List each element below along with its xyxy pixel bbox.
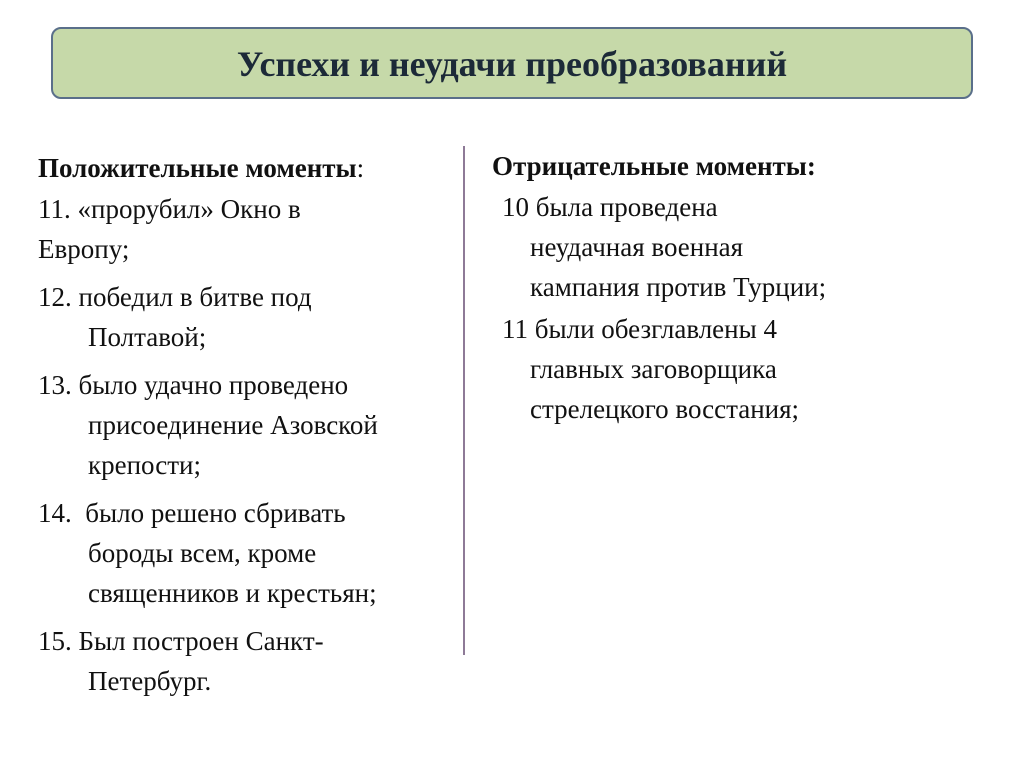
item-line: кампания против Турции;	[530, 272, 827, 302]
positive-list	[38, 189, 462, 701]
item-line: 14. было решено сбривать	[38, 498, 346, 528]
item-line: 11 были обезглавлены 4	[502, 314, 778, 344]
column-divider	[463, 146, 465, 655]
item-line: Петербург.	[88, 666, 212, 696]
positive-heading-colon: :	[356, 153, 365, 183]
item-line: 15. Был построен Санкт-	[38, 626, 324, 656]
list-item	[502, 309, 992, 429]
negative-list	[492, 187, 992, 429]
item-line: неудачная военная	[530, 232, 744, 262]
slide-title: Успехи и неудачи преобразований	[236, 44, 788, 84]
negative-heading: Отрицательные моменты:	[492, 151, 816, 181]
list-item	[38, 365, 462, 485]
list-item	[38, 277, 462, 357]
item-line: Полтавой;	[88, 322, 207, 352]
positive-column	[38, 152, 462, 709]
item-line: бороды всем, кроме	[88, 538, 317, 568]
item-line: Европу;	[38, 234, 130, 264]
item-line: священников и крестьян;	[88, 578, 377, 608]
positive-heading	[38, 152, 462, 184]
negative-column	[492, 150, 992, 431]
item-line: 11. «прорубил» Окно в	[38, 194, 301, 224]
item-line: 13. было удачно проведено	[38, 370, 349, 400]
item-line: присоединение Азовской	[88, 410, 378, 440]
positive-heading-text: Положительные моменты	[38, 153, 357, 183]
item-line: 12. победил в битве под	[38, 282, 312, 312]
item-line: стрелецкого восстания;	[530, 394, 800, 424]
list-item	[502, 187, 992, 307]
item-line: 10 была проведена	[502, 192, 718, 222]
list-item	[38, 189, 462, 269]
list-item	[38, 621, 462, 701]
list-item	[38, 493, 462, 613]
title-banner	[51, 27, 973, 99]
item-line: главных заговорщика	[530, 354, 777, 384]
item-line: крепости;	[88, 450, 201, 480]
